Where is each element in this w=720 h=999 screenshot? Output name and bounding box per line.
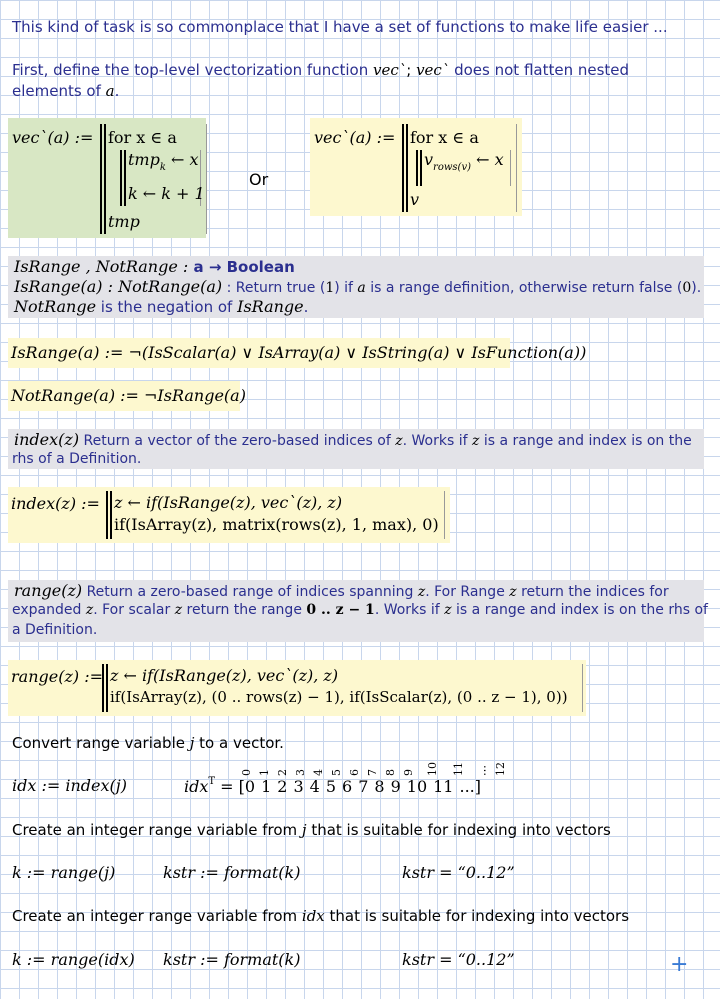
kstr-definition-1[interactable]: kstr := format(k) <box>163 863 301 882</box>
idx-value: 9 <box>390 777 401 796</box>
first-text[interactable]: First, define the top-level vectorization function vec`; vec` does not flatten nested elements of a. <box>12 61 630 100</box>
idx-value: 1 <box>261 777 272 796</box>
idx-value: 7 <box>358 777 369 796</box>
column-index-label: 8 <box>384 769 397 776</box>
idx-value: 2 <box>277 777 288 796</box>
index-doc[interactable]: index(z) Return a vector of the zero-based indices of z. Works if z is a range and index is on the rhs of a Definition. <box>8 429 704 469</box>
notrange-definition[interactable]: NotRange(a) := ¬IsRange(a) <box>8 381 240 411</box>
column-index-label: 4 <box>312 769 325 776</box>
idx-value: 3 <box>293 777 304 796</box>
or-label: Or <box>249 170 269 189</box>
column-index-label: 9 <box>402 769 415 776</box>
idx-value: 11 <box>433 777 454 796</box>
create-text-2[interactable]: Create an integer range variable from idx that is suitable for indexing into vectors <box>12 907 630 925</box>
k-definition-2[interactable]: k := range(idx) <box>12 950 135 969</box>
convert-text[interactable]: Convert range variable j to a vector. <box>12 734 284 752</box>
idx-value: 6 <box>342 777 353 796</box>
isrange-definition[interactable]: IsRange(a) := ¬(IsScalar(a) ∨ IsArray(a) ∨ IsString(a) ∨ IsFunction(a)) <box>8 338 510 368</box>
column-index-label: 10 <box>426 762 439 776</box>
idx-definition[interactable]: idx := index(j) <box>12 776 127 795</box>
kstr-result-2[interactable]: kstr = “0..12” <box>402 950 515 969</box>
k-definition-1[interactable]: k := range(j) <box>12 863 116 882</box>
vec-program-yellow[interactable]: vec`(a) := for x ∈ a $v_{rows(v)}$ ← x v <box>310 118 522 216</box>
column-index-label: 0 <box>240 769 253 776</box>
intro-text[interactable]: This kind of task is so commonplace that I have a set of functions to make life easier ... <box>12 18 668 36</box>
kstr-result-1[interactable]: kstr = “0..12” <box>402 863 515 882</box>
column-index-labels <box>240 756 510 776</box>
isrange-doc[interactable]: IsRange , NotRange : a → Boolean IsRange(a) : NotRange(a) : Return true (1) if a is a range definition, otherwise return false (0). NotRange is the negation of IsRange. <box>8 256 704 318</box>
column-index-label: 6 <box>348 769 361 776</box>
column-index-label: ⋯ <box>478 765 491 776</box>
idx-value: 5 <box>325 777 337 796</box>
crosshair-cursor-icon: + <box>670 952 689 977</box>
idx-values <box>245 777 475 796</box>
column-index-label: 12 <box>494 762 507 776</box>
column-index-label: 1 <box>258 769 271 776</box>
column-index-label: 11 <box>452 762 465 776</box>
idx-value: ... <box>459 777 475 796</box>
kstr-definition-2[interactable]: kstr := format(k) <box>163 950 301 969</box>
index-definition[interactable]: index(z) := z ← if(IsRange(z), vec`(z), z) if(IsArray(z), matrix(rows(z), 1, max), 0) <box>8 487 450 543</box>
range-doc[interactable]: range(z) Return a zero-based range of indices spanning z. For Range z return the indices for expanded z. For scalar z return the range 0 .. z − 1. Works if z is a range and index is on the rhs of a Definition. <box>8 580 704 642</box>
idx-value: 8 <box>374 777 385 796</box>
idx-value: 4 <box>309 777 320 796</box>
column-index-label: 2 <box>276 769 289 776</box>
idx-value: 0 <box>244 777 256 796</box>
idx-result[interactable]: 0 1 2 3 4 5 6 7 8 9 10 11 ⋯ 12 idx$^T$ = [0 1 2 3 4 5 6 7 8 9 10 11 ...] <box>184 756 514 804</box>
idx-value: 10 <box>406 777 428 796</box>
column-index-label: 5 <box>330 769 343 776</box>
column-index-label: 3 <box>294 769 307 776</box>
column-index-label: 7 <box>366 769 379 776</box>
range-definition[interactable]: range(z) := z ← if(IsRange(z), vec`(z), z) if(IsArray(z), (0 .. rows(z) − 1), if(IsScalar(z), (0 .. z − 1), 0)) <box>8 660 586 716</box>
create-text-1[interactable]: Create an integer range variable from j that is suitable for indexing into vectors <box>12 821 611 839</box>
vec-program-green[interactable]: vec`(a) := for x ∈ a tmp$_k$ ← x k ← k + 1 tmp <box>8 118 206 238</box>
